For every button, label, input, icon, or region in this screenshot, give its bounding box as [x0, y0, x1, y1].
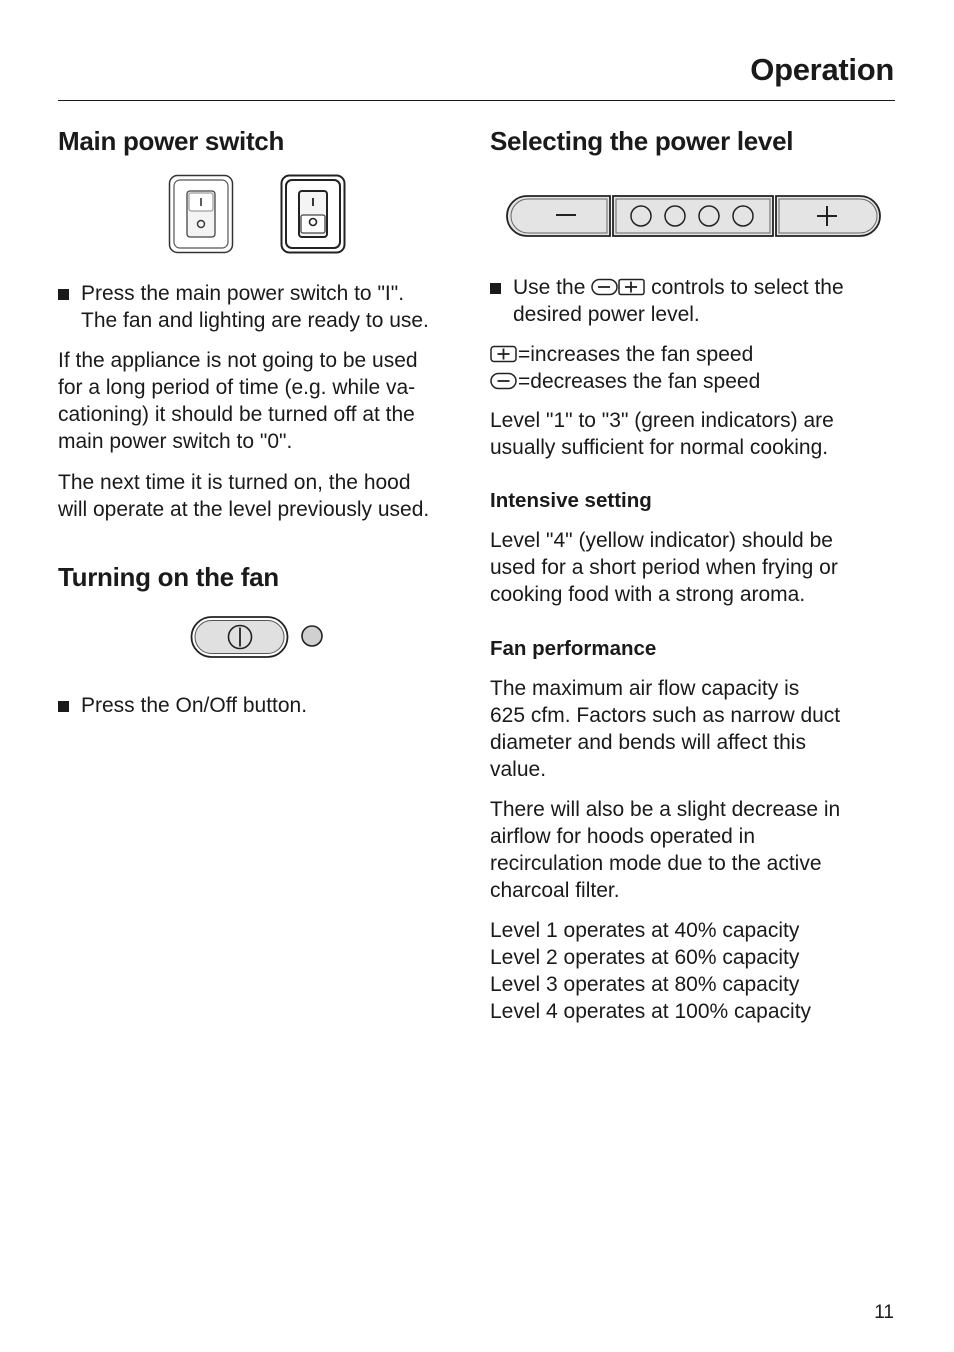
- text-line: diameter and bends will affect this: [490, 731, 806, 754]
- bullet-square-icon: [58, 701, 69, 712]
- indicator-2-icon: [665, 206, 685, 226]
- power-level-heading: Selecting the power level: [490, 126, 794, 156]
- text-fragment: =decreases the fan speed: [518, 370, 761, 393]
- text-fragment: Use the: [513, 276, 586, 299]
- plus-icon: [490, 345, 518, 363]
- text-line: The fan and lighting are ready to use.: [81, 309, 429, 332]
- page-number: 11: [874, 1302, 894, 1323]
- text-line: Level 3 operates at 80% capacity: [490, 973, 800, 996]
- text-line: [513, 274, 890, 301]
- text-fragment: =increases the fan speed: [518, 343, 754, 366]
- main-switch-bullet: [58, 280, 468, 334]
- turning-on-fan-heading: Turning on the fan: [58, 562, 279, 592]
- text-line: Level 2 operates at 60% capacity: [490, 946, 800, 969]
- text-line: usually sufficient for normal cooking.: [490, 436, 829, 459]
- text-line: [490, 368, 890, 395]
- text-line: desired power level.: [513, 303, 700, 326]
- text-line: Level 4 operates at 100% capacity: [490, 1000, 812, 1023]
- header-divider: [58, 100, 895, 101]
- text-line: cationing) it should be turned off at the: [58, 403, 415, 426]
- minus-plus-control-icon: [591, 278, 645, 296]
- levels-note: [490, 407, 890, 461]
- indicator-4-icon: [733, 206, 753, 226]
- power-level-control-illustration: [506, 194, 906, 238]
- text-line: cooking food with a strong aroma.: [490, 583, 806, 606]
- text-line: There will also be a slight decrease in: [490, 798, 841, 821]
- indicator-light-icon: [300, 624, 324, 648]
- power-level-bullet: [490, 274, 890, 328]
- fan-performance-paragraph-1: [490, 675, 890, 783]
- fan-performance-levels: [490, 917, 890, 1025]
- text-line: recirculation mode due to the active: [490, 852, 822, 875]
- text-line: If the appliance is not going to be used: [58, 349, 418, 372]
- text-line: airflow for hoods operated in: [490, 825, 755, 848]
- main-power-switch-heading: Main power switch: [58, 126, 285, 156]
- text-line: value.: [490, 758, 547, 781]
- text-line: charcoal filter.: [490, 879, 620, 902]
- power-button-icon: [190, 614, 290, 660]
- right-column: [490, 124, 890, 1025]
- text-line: Level 1 operates at 40% capacity: [490, 919, 800, 942]
- fan-bullet: [58, 692, 468, 719]
- minus-icon: [490, 372, 518, 390]
- indicator-1-icon: [631, 206, 651, 226]
- text-line: 625 cfm. Factors such as narrow duct: [490, 704, 841, 727]
- intensive-setting-text: [490, 527, 890, 608]
- rocker-switch-on-icon: [280, 174, 346, 254]
- main-switch-paragraph-1: [58, 347, 468, 455]
- text-line: The maximum air flow capacity is: [490, 677, 800, 700]
- text-line: Press the On/Off button.: [81, 694, 308, 717]
- bullet-square-icon: [58, 289, 69, 300]
- text-line: Level "4" (yellow indicator) should be: [490, 529, 833, 552]
- indicator-3-icon: [699, 206, 719, 226]
- fan-speed-legend: [490, 341, 890, 395]
- main-switch-illustration: [168, 174, 468, 254]
- fan-button-illustration: [190, 614, 468, 660]
- text-line: used for a short period when frying or: [490, 556, 838, 579]
- page-title: Operation: [750, 52, 894, 87]
- text-line: [490, 341, 890, 368]
- text-line: will operate at the level previously used.: [58, 498, 430, 521]
- text-fragment: controls to select the: [651, 276, 844, 299]
- text-line: Press the main power switch to "I".: [81, 282, 405, 305]
- fan-performance-paragraph-2: [490, 796, 890, 904]
- text-line: The next time it is turned on, the hood: [58, 471, 411, 494]
- rocker-switch-off-icon: [168, 174, 234, 254]
- power-level-control-panel: [506, 194, 882, 238]
- intensive-setting-heading: Intensive setting: [490, 489, 652, 512]
- bullet-square-icon: [490, 283, 501, 294]
- text-line: Level "1" to "3" (green indicators) are: [490, 409, 834, 432]
- text-line: main power switch to "0".: [58, 430, 293, 453]
- text-line: for a long period of time (e.g. while va-: [58, 376, 416, 399]
- fan-performance-heading: Fan performance: [490, 637, 657, 660]
- main-switch-paragraph-2: [58, 469, 468, 523]
- left-column: [58, 124, 468, 719]
